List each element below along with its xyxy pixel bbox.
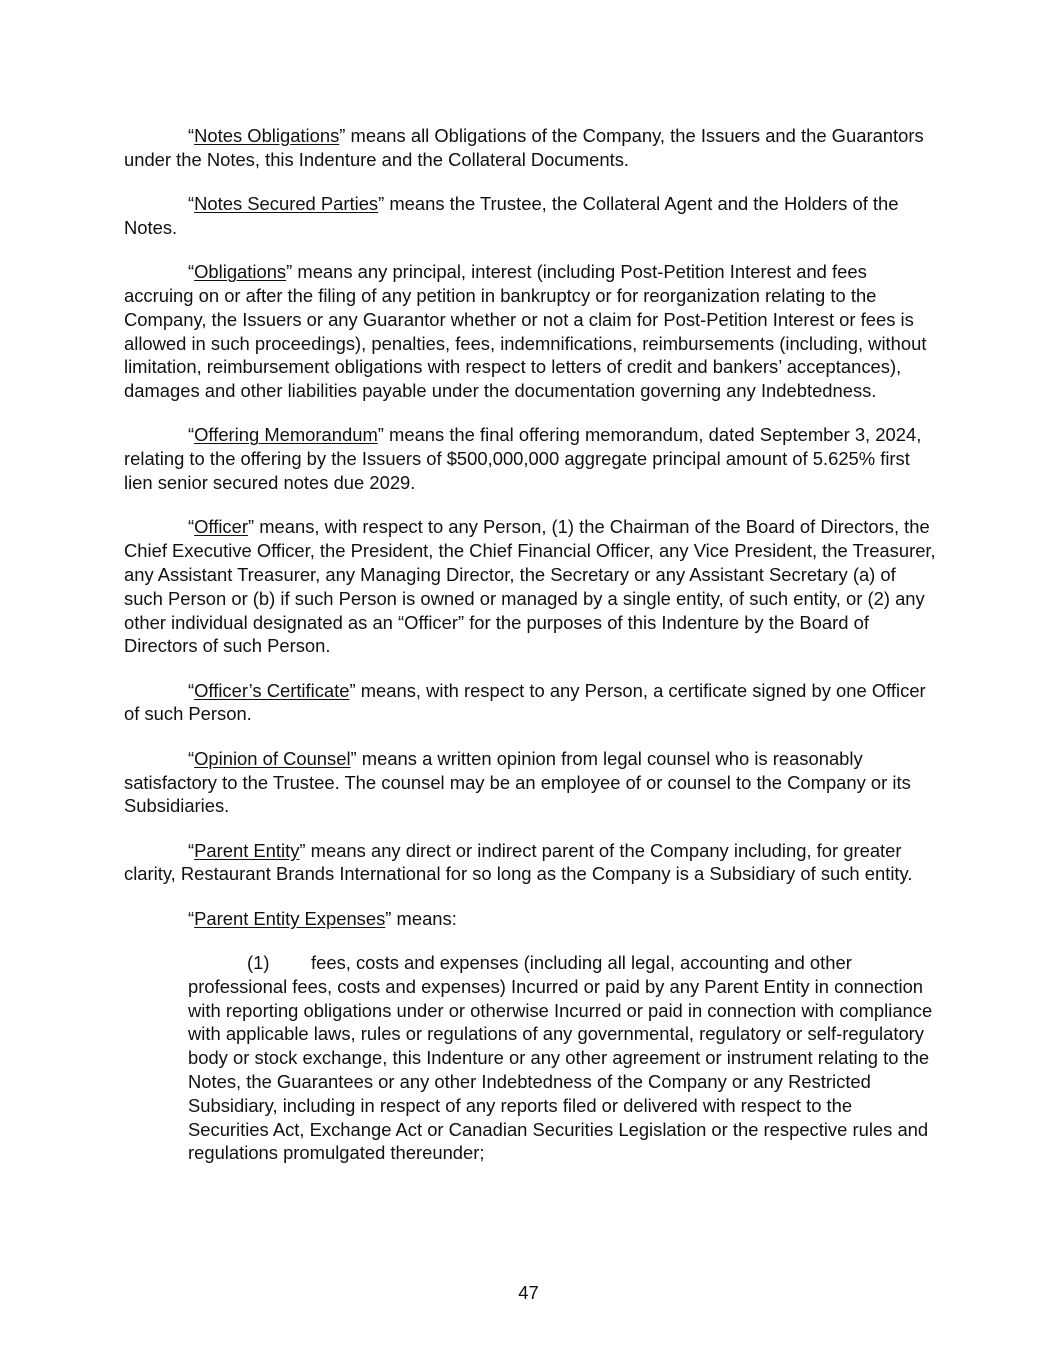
definition-text: means any principal, interest (including Post-Petition Interest and fees accruing on or after the filing of any petition in bankruptcy or for reorganization relating to the Company, the Issuers or any Guarantor whether or not a claim for Post-Petition Interest or fees is allowed in such proceedings), penalties, fees, indemnifications, reimbursements (including, without limitation, reimbursement obligations with respect to letters of credit and bankers’ acceptances), damages and other liabilities payable under the documentation governing any Indebtedness.: [124, 261, 927, 402]
definition-officers-certificate: “Officer’s Certificate” means, with respect to any Person, a certificate signed by one Officer of such Person.: [124, 679, 926, 725]
defined-term: Parent Entity: [194, 839, 300, 861]
sub-item-number: (1): [247, 952, 270, 974]
definition-obligations: “Obligations” means any principal, interest (including Post-Petition Interest and fees accruing on or after the filing of any petition in bankruptcy or for reorganization relating to the Company, the Issuers or any Guarantor whether or not a claim for Post-Petition Interest or fees is allowed in such proceedings), penalties, fees, indemnifications, reimbursements (including, without limitation, reimbursement obligations with respect to letters of credit and bankers’ acceptances), damages and other liabilities payable under the documentation governing any Indebtedness.: [124, 261, 927, 402]
definition-officer: “Officer” means, with respect to any Person, (1) the Chairman of the Board of Directors, the Chief Executive Officer, the President, the Chief Financial Officer, any Vice President, the Treasurer, any Assistant Treasurer, any Managing Director, the Secretary or any Assistant Secretary (a) of such Person or (b) if such Person is owned or managed by a single entity, of such entity, or (2) any other individual designated as an “Officer” for the purposes of this Indenture by the Board of Directors of such Person.: [124, 516, 936, 657]
definition-notes-obligations: “Notes Obligations” means all Obligations of the Company, the Issuers and the Guarantors under the Notes, this Indenture and the Collateral Documents.: [124, 125, 924, 170]
defined-term: Parent Entity Expenses: [194, 907, 386, 929]
document-page: [124, 124, 936, 1165]
defined-term: Opinion of Counsel: [194, 747, 351, 769]
definition-text: means, with respect to any Person, a certificate signed by one Officer of such Person.: [124, 679, 926, 725]
definition-parent-entity-expenses: “Parent Entity Expenses” means:: [188, 907, 457, 929]
definition-text: means, with respect to any Person, (1) the Chairman of the Board of Directors, the Chief Executive Officer, the President, the Chief Financial Officer, any Vice President, the Treasurer, any Assistant Treasurer, any Managing Director, the Secretary or any Assistant Secretary (a) of such Person or (b) if such Person is owned or managed by a single entity, of such entity, or (2) any other individual designated as an “Officer” for the purposes of this Indenture by the Board of Directors of such Person.: [124, 516, 936, 657]
defined-term: Obligations: [194, 261, 287, 283]
defined-term: Offering Memorandum: [194, 424, 378, 446]
definition-text: means any direct or indirect parent of the Company including, for greater clarity, Restaurant Brands International for so long as the Company is a Subsidiary of such entity.: [124, 839, 913, 885]
definition-text: means:: [391, 907, 457, 929]
defined-term: Officer’s Certificate: [194, 679, 350, 701]
page-number: 47: [518, 1282, 539, 1303]
sub-item-text: fees, costs and expenses (including all legal, accounting and other professional fees, costs and expenses) Incurred or paid by any Parent Entity in connection with reporting obligations under or otherwise Incurred or paid in connection with compliance with applicable laws, rules or regulations of any governmental, regulatory or self-regulatory body or stock exchange, this Indenture or any other agreement or instrument relating to the Notes, the Guarantees or any other Indebtedness of the Company or any Restricted Subsidiary, including in respect of any reports filed or delivered with respect to the Securities Act, Exchange Act or Canadian Securities Legislation or the respective rules and regulations promulgated thereunder;: [188, 952, 933, 1164]
definition-text: means all Obligations of the Company, the Issuers and the Guarantors under the Notes, this Indenture and the Collateral Documents.: [124, 125, 924, 170]
definition-offering-memorandum: “Offering Memorandum” means the final offering memorandum, dated September 3, 2024, relating to the offering by the Issuers of $500,000,000 aggregate principal amount of 5.625% first lien senior secured notes due 2029.: [124, 424, 922, 494]
definition-text: means a written opinion from legal counsel who is reasonably satisfactory to the Trustee. The counsel may be an employee of or counsel to the Company or its Subsidiaries.: [124, 747, 911, 817]
defined-term: Notes Secured Parties: [194, 193, 379, 215]
defined-term: Officer: [194, 516, 248, 538]
definition-notes-secured-parties: “Notes Secured Parties” means the Trustee, the Collateral Agent and the Holders of the Notes.: [124, 193, 899, 238]
definition-opinion-of-counsel: “Opinion of Counsel” means a written opinion from legal counsel who is reasonably satisfactory to the Trustee. The counsel may be an employee of or counsel to the Company or its Subsidiaries.: [124, 747, 911, 817]
sub-item-1: [188, 951, 936, 1165]
definition-text: means the final offering memorandum, dated September 3, 2024, relating to the offering by the Issuers of $500,000,000 aggregate principal amount of 5.625% first lien senior secured notes due 2029.: [124, 424, 922, 494]
definition-parent-entity: “Parent Entity” means any direct or indirect parent of the Company including, for greater clarity, Restaurant Brands International for so long as the Company is a Subsidiary of such entity.: [124, 839, 913, 885]
defined-term: Notes Obligations: [194, 125, 340, 146]
definition-text: means the Trustee, the Collateral Agent and the Holders of the Notes.: [124, 193, 899, 238]
